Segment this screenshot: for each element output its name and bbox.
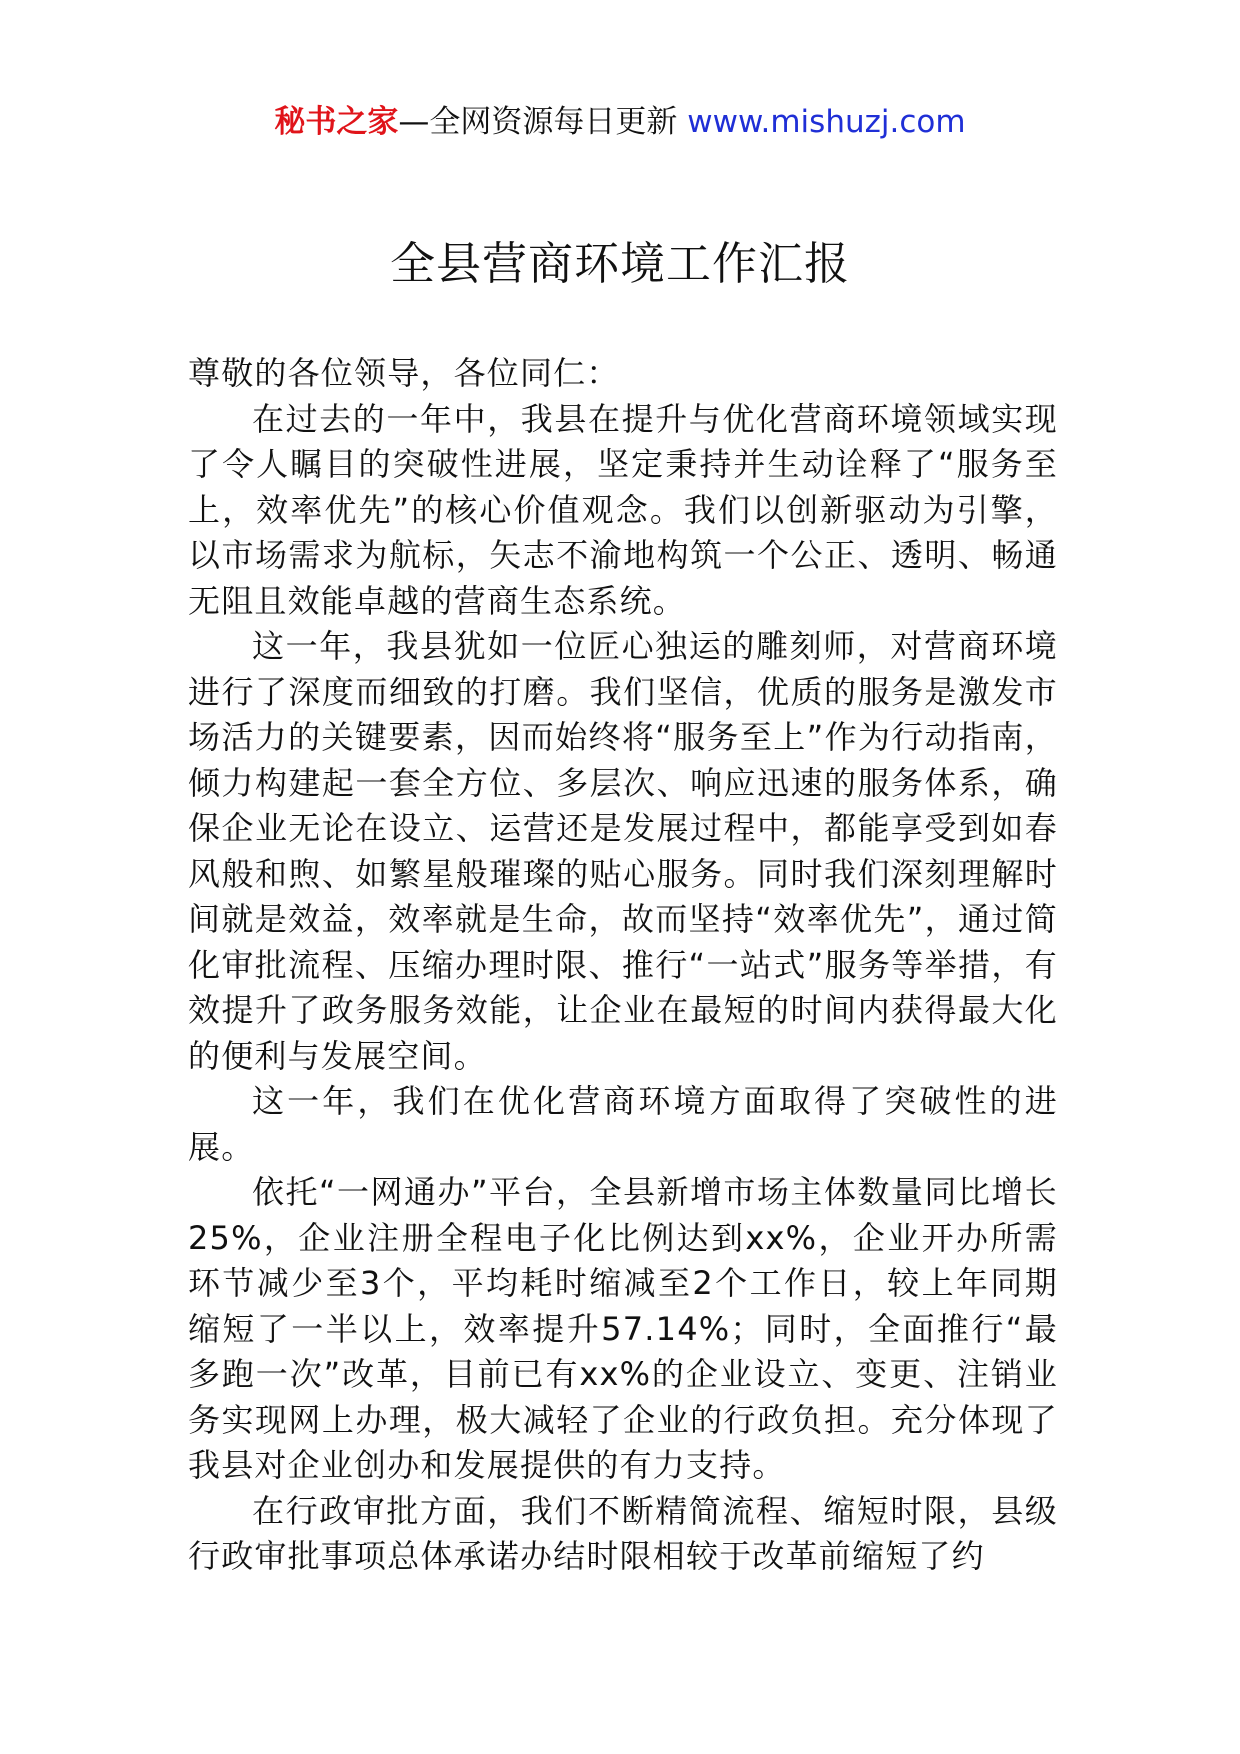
- site-header: [0, 100, 1240, 144]
- brand-name: 秘书之家: [274, 104, 399, 140]
- paragraph-one-network: 依托“一网通办”平台，全县新增市场主体数量同比增长25%，企业注册全程电子化比例达到xx%，企业开办所需环节减少至3个，平均耗时缩减至2个工作日，较上年同期缩短了一半以上，效率提升57.14%；同时，全面推行“最多跑一次”改革，目前已有xx%的企业设立、变更、注销业务实现网上办理，极大减轻了企业的行政负担。充分体现了我县对企业创办和发展提供的有力支持。: [188, 1173, 1058, 1484]
- paragraph-intro: 在过去的一年中，我县在提升与优化营商环境领域实现了令人瞩目的突破性进展，坚定秉持并生动诠释了“服务至上，效率优先”的核心价值观念。我们以创新驱动为引擎，以市场需求为航标，矢志不渝地构筑一个公正、透明、畅通无阻且效能卓越的营商生态系统。: [188, 399, 1058, 620]
- paragraph-approval: 在行政审批方面，我们不断精简流程、缩短时限，县级行政审批事项总体承诺办结时限相较于改革前缩短了约: [188, 1491, 1058, 1575]
- header-tagline: —全网资源每日更新: [398, 104, 688, 140]
- salutation: 尊敬的各位领导，各位同仁：: [188, 354, 620, 392]
- paragraph-service: 这一年，我县犹如一位匠心独运的雕刻师，对营商环境进行了深度而细致的打磨。我们坚信，优质的服务是激发市场活力的关键要素，因而始终将“服务至上”作为行动指南，倾力构建起一套全方位、多层次、响应迅速的服务体系，确保企业无论在设立、运营还是发展过程中，都能享受到如春风般和煦、如繁星般璀璨的贴心服务。同时我们深刻理解时间就是效益，效率就是生命，故而坚持“效率优先”，通过简化审批流程、压缩办理时限、推行“一站式”服务等举措，有效提升了政务服务效能，让企业在最短的时间内获得最大化的便利与发展空间。: [188, 627, 1058, 1075]
- website-link[interactable]: www.mishuzj.com: [687, 104, 966, 140]
- document-body: [188, 351, 1058, 1580]
- paragraph-progress: 这一年，我们在优化营商环境方面取得了突破性的进展。: [188, 1082, 1058, 1166]
- document-title: 全县营商环境工作汇报: [389, 237, 850, 290]
